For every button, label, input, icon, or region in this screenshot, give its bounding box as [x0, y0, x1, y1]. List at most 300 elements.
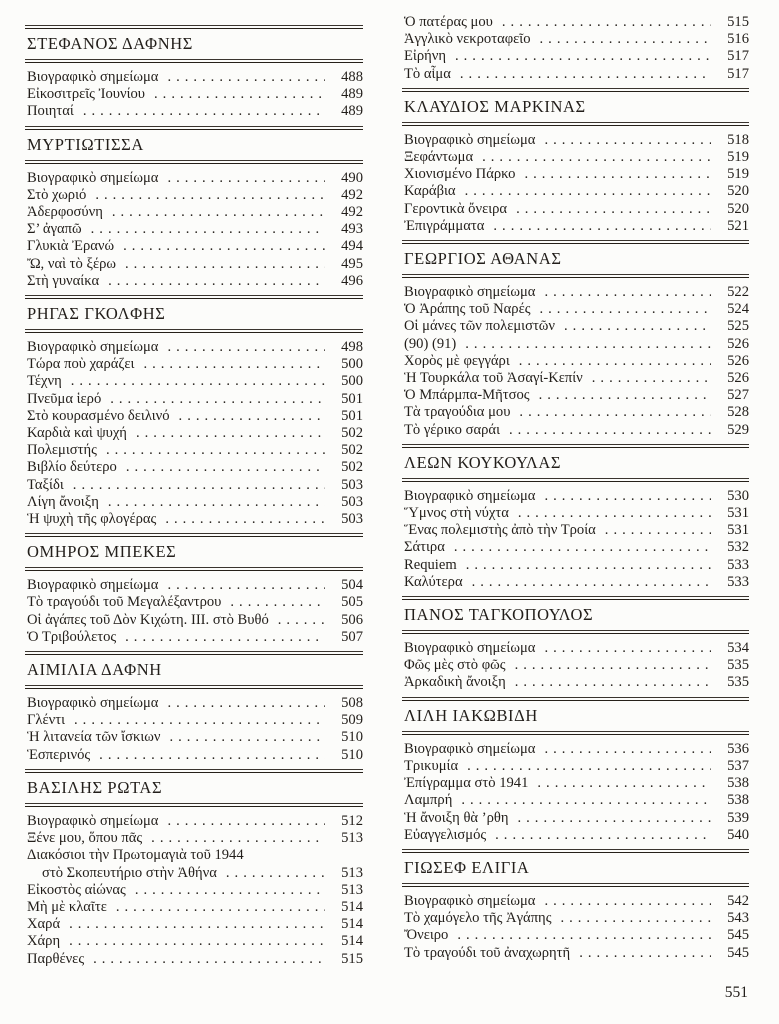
dot-leader [509, 422, 711, 439]
section-rule-bottom [25, 685, 363, 689]
entry-page-number: 532 [727, 539, 749, 556]
dot-leader [460, 66, 711, 83]
section-entry-list [25, 695, 363, 764]
section-rule-bottom [402, 478, 749, 482]
toc-section [402, 444, 749, 591]
toc-entry [25, 511, 363, 528]
entry-page-number: 503 [341, 476, 363, 493]
entry-title: Ἀγγλικὸ νεκροταφεῖο [404, 31, 531, 48]
dot-leader [455, 48, 711, 65]
entry-title: Καλύτερα [404, 573, 463, 590]
dot-leader [95, 187, 325, 204]
entry-title: Σ’ ἀγαπῶ [27, 221, 82, 238]
entry-page-number: 545 [727, 927, 749, 944]
entry-title: Χάρη [27, 933, 61, 950]
dot-leader [466, 557, 711, 574]
dot-leader [544, 488, 711, 505]
entry-page-number: 492 [341, 204, 363, 221]
toc-entry [402, 522, 749, 539]
toc-entry [25, 747, 363, 764]
entry-title: Ἡ λιτανεία τῶν ἴσκιων [27, 729, 161, 746]
entry-page-number: 515 [341, 950, 363, 967]
entry-title: Ἡ ἄνοιξη θὰ ’ρθη [404, 809, 509, 826]
toc-entry [402, 404, 749, 421]
entry-page-number: 510 [341, 746, 363, 763]
entry-title: Τὸ αἷμα [404, 65, 451, 82]
entry-page-number: 509 [341, 712, 363, 729]
entry-page-number: 500 [341, 356, 363, 373]
dot-leader [461, 792, 711, 809]
section-entry-list [402, 14, 749, 83]
dot-leader [126, 459, 325, 476]
entry-page-number: 542 [727, 892, 749, 909]
toc-entry [402, 792, 749, 809]
toc-entry [402, 218, 749, 235]
toc-entry [402, 166, 749, 183]
toc-entry [25, 187, 363, 204]
entry-title: Τέχνη [27, 373, 62, 390]
entry-title: Ὁ Μπάρμπα-Μῆτσος [404, 387, 530, 404]
dot-leader [560, 910, 711, 927]
toc-entry [25, 391, 363, 408]
toc-entry [25, 103, 363, 120]
entry-title: Βιβλίο δεύτερο [27, 459, 117, 476]
entry-page-number: 525 [727, 318, 749, 335]
section-rule-bottom [25, 329, 363, 333]
entry-page-number: 510 [341, 729, 363, 746]
page-number: 551 [724, 984, 748, 1001]
entry-page-number: 520 [727, 200, 749, 217]
toc-entry [25, 494, 363, 511]
entry-title: Γλυκιὰ Ἐρανώ [27, 238, 115, 255]
entry-page-number: 501 [341, 390, 363, 407]
entry-page-number: 488 [341, 69, 363, 85]
entry-title: Τὸ τραγούδι τοῦ Μεγαλέξαντρου [27, 594, 222, 611]
dot-leader [539, 387, 711, 404]
entry-page-number: 513 [341, 881, 363, 898]
toc-entry [402, 657, 749, 674]
toc-section [402, 14, 749, 83]
section-entry-list [25, 577, 363, 646]
toc-column-left [25, 8, 363, 973]
dot-leader [69, 933, 325, 950]
section-rule-bottom [402, 731, 749, 735]
entry-title: Πνεῦμα ἱερό [27, 390, 102, 407]
section-entry-list [402, 741, 749, 844]
section-entry-list [402, 488, 749, 591]
section-rule-bottom [402, 122, 749, 126]
dot-leader [537, 775, 711, 792]
toc-section [402, 88, 749, 235]
dot-leader [516, 201, 711, 218]
entry-page-number: 519 [727, 149, 749, 166]
entry-title: Πολεμιστής [27, 442, 97, 459]
dot-leader [519, 404, 711, 421]
entry-page-number: 502 [341, 425, 363, 442]
entry-page-number: 504 [341, 577, 363, 594]
entry-title: Τὸ χαμόγελο τῆς Ἀγάπης [404, 910, 552, 927]
entry-page-number: 513 [341, 864, 363, 881]
entry-title: Λαμπρή [404, 792, 453, 809]
dot-leader [91, 221, 325, 238]
toc-section [402, 849, 749, 962]
entry-page-number: 533 [727, 556, 749, 573]
entry-title: Μὴ μὲ κλαῖτε [27, 898, 107, 915]
entry-title: Βιογραφικὸ σημείωμα [404, 131, 536, 148]
entry-title: Ὤ, ναὶ τὸ ξέρω [27, 255, 117, 272]
section-entry-list [25, 69, 363, 121]
entry-page-number: 519 [727, 166, 749, 183]
dot-leader [167, 695, 325, 712]
entry-page-number: 502 [341, 459, 363, 476]
dot-leader [465, 336, 711, 353]
toc-entry [402, 574, 749, 591]
toc-entry [25, 847, 363, 864]
entry-title: Βιογραφικὸ σημείωμα [404, 487, 536, 504]
entry-page-number: 534 [727, 640, 749, 657]
toc-section [25, 651, 363, 764]
section-header: ΛΙΛΗ ΙΑΚΩΒΙΔΗ [404, 705, 538, 725]
entry-title: Γεροντικὰ ὄνειρα [404, 200, 508, 217]
toc-entry [402, 775, 749, 792]
toc-entry [25, 204, 363, 221]
toc-entry [25, 629, 363, 646]
entry-title: Τώρα ποὺ χαράζει [27, 356, 135, 373]
toc-entry [402, 505, 749, 522]
entry-title: Ταξίδι [27, 476, 64, 493]
entry-page-number: 501 [341, 407, 363, 424]
dot-leader [135, 882, 325, 899]
entry-title: Τρικυμία [404, 757, 459, 774]
toc-entry [402, 284, 749, 301]
entry-title: Καρδιὰ καὶ ψυχή [27, 425, 127, 442]
section-header: ΜΥΡΤΙΩΤΙΣΣΑ [27, 134, 144, 154]
entry-page-number: 505 [341, 594, 363, 611]
entry-title: Τὰ τραγούδια μου [404, 404, 511, 421]
entry-title: Ἡ Τουρκάλα τοῦ Ἀσαγί-Κεπίν [404, 370, 583, 387]
toc-entry [402, 927, 749, 944]
entry-title: Τὸ τραγούδι τοῦ ἀναχωρητῆ [404, 944, 571, 961]
section-entry-list [402, 132, 749, 235]
entry-title: Στὴ γυναίκα [27, 272, 100, 289]
dot-leader [169, 729, 325, 746]
toc-entry [402, 557, 749, 574]
toc-entry [402, 318, 749, 335]
toc-entry [402, 893, 749, 910]
section-rule-bottom [402, 883, 749, 887]
toc-section [25, 25, 363, 121]
entry-title: Ὄνειρο [404, 927, 449, 944]
section-header: ΟΜΗΡΟΣ ΜΠΕΚΕΣ [27, 542, 177, 562]
entry-title: Εἰρήνη [404, 48, 446, 65]
dot-leader [167, 339, 325, 356]
dot-leader [136, 425, 325, 442]
entry-title: Βιογραφικὸ σημείωμα [27, 169, 159, 186]
entry-title: Χαρά [27, 916, 61, 933]
entry-title: Οἱ ἀγάπες τοῦ Δὸν Κιχώτη. ΙΙΙ. στὸ Βυθό [27, 611, 269, 628]
toc-entry [25, 899, 363, 916]
toc-entry [25, 69, 363, 86]
toc-entry [402, 910, 749, 927]
dot-leader [544, 132, 711, 149]
entry-title: (90) (91) [404, 335, 457, 352]
section-header: ΒΑΣΙΛΗΣ ΡΩΤΑΣ [27, 777, 163, 797]
toc-entry [402, 674, 749, 691]
entry-page-number: 492 [341, 186, 363, 203]
entry-page-number: 520 [727, 183, 749, 200]
dot-leader [544, 741, 711, 758]
toc-entry [25, 951, 363, 968]
toc-section [402, 697, 749, 844]
toc-entry [25, 425, 363, 442]
section-rule-bottom [25, 160, 363, 164]
toc-entry [25, 916, 363, 933]
section-header: ΓΕΩΡΓΙΟΣ ΑΘΑΝΑΣ [404, 249, 562, 269]
entry-page-number: 495 [341, 255, 363, 272]
toc-section [25, 126, 363, 290]
dot-leader [544, 640, 711, 657]
entry-title: Ἡ ψυχὴ τῆς φλογέρας [27, 511, 157, 528]
entry-page-number: 515 [727, 14, 749, 30]
entry-page-number: 517 [727, 48, 749, 65]
toc-entry [25, 408, 363, 425]
entry-title: Λίγη ἄνοιξη [27, 493, 99, 510]
dot-leader [167, 577, 325, 594]
dot-leader [544, 284, 711, 301]
dot-leader [592, 370, 711, 387]
toc-entry [402, 945, 749, 962]
dot-leader [125, 629, 325, 646]
entry-title: Φῶς μὲς στὸ φῶς [404, 657, 506, 674]
toc-entry [25, 882, 363, 899]
dot-leader [564, 318, 711, 335]
toc-entry [25, 729, 363, 746]
dot-leader [143, 356, 325, 373]
entry-title: Ποιηταί [27, 103, 74, 120]
toc-entry [402, 201, 749, 218]
toc-entry [402, 758, 749, 775]
toc-entry [25, 373, 363, 390]
entry-page-number: 531 [727, 522, 749, 539]
entry-page-number: 526 [727, 370, 749, 387]
entry-page-number: 489 [341, 103, 363, 120]
section-header: ΚΛΑΥΔΙΟΣ ΜΑΡΚΙΝΑΣ [404, 96, 586, 116]
toc-entry [25, 256, 363, 273]
toc-section [402, 240, 749, 439]
section-entry-list [402, 893, 749, 962]
entry-page-number: 518 [727, 131, 749, 148]
entry-page-number: 545 [727, 944, 749, 961]
dot-leader [71, 373, 325, 390]
entry-title: Διακόσιοι τὴν Πρωτομαγιὰ τοῦ 1944 [27, 847, 244, 864]
entry-page-number: 502 [341, 442, 363, 459]
dot-leader [99, 747, 325, 764]
entry-page-number: 536 [727, 740, 749, 757]
entry-page-number: 512 [341, 812, 363, 829]
toc-entry [25, 865, 363, 882]
toc-entry [402, 810, 749, 827]
section-header: ΛΕΩΝ ΚΟΥΚΟΥΛΑΣ [404, 452, 562, 472]
dot-leader [167, 69, 325, 86]
toc-entry [25, 459, 363, 476]
entry-title: Γλέντι [27, 712, 66, 729]
dot-leader [179, 408, 325, 425]
entry-page-number: 506 [341, 611, 363, 628]
entry-title: Εἰκοστὸς αἰώνας [27, 881, 126, 898]
entry-title: Βιογραφικὸ σημείωμα [27, 69, 159, 85]
entry-page-number: 514 [341, 933, 363, 950]
entry-title: Βιογραφικὸ σημείωμα [404, 892, 536, 909]
dot-leader [106, 442, 325, 459]
section-entry-list [25, 339, 363, 528]
toc-entry [25, 594, 363, 611]
toc-column-right [402, 8, 749, 973]
dot-leader [165, 511, 325, 528]
dot-leader [540, 31, 711, 48]
entry-title: Ἕνας πολεμιστὴς ἀπὸ τὴν Τροία [404, 522, 596, 539]
toc-entry [402, 66, 749, 83]
toc-entry [402, 387, 749, 404]
section-rule-bottom [25, 567, 363, 571]
entry-page-number: 498 [341, 339, 363, 356]
entry-title: Βιογραφικὸ σημείωμα [404, 284, 536, 301]
toc-entry [402, 183, 749, 200]
entry-page-number: 539 [727, 809, 749, 826]
dot-leader [502, 14, 711, 31]
entry-page-number: 529 [727, 421, 749, 438]
toc-entry [402, 640, 749, 657]
toc-entry [402, 14, 749, 31]
dot-leader [544, 893, 711, 910]
entry-title: Εἰκοσιτρεῖς Ἰουνίου [27, 86, 146, 103]
entry-page-number: 489 [341, 86, 363, 103]
entry-title: Σάτιρα [404, 539, 445, 556]
entry-page-number: 514 [341, 916, 363, 933]
entry-page-number: 516 [727, 31, 749, 48]
entry-page-number: 490 [341, 169, 363, 186]
section-header: ΡΗΓΑΣ ΓΚΟΛΦΗΣ [27, 304, 166, 324]
entry-page-number: 517 [727, 65, 749, 82]
toc-entry [25, 933, 363, 950]
dot-leader [278, 612, 325, 629]
dot-leader [465, 183, 711, 200]
entry-page-number: 535 [727, 657, 749, 674]
dot-leader [515, 674, 711, 691]
toc-entry [25, 170, 363, 187]
toc-entry [402, 741, 749, 758]
entry-page-number: 537 [727, 757, 749, 774]
entry-page-number: 514 [341, 898, 363, 915]
toc-entry [25, 442, 363, 459]
entry-title: Στὸ χωριό [27, 186, 87, 203]
dot-leader [540, 301, 712, 318]
dot-leader [518, 810, 712, 827]
toc-entry [402, 488, 749, 505]
entry-page-number: 522 [727, 284, 749, 301]
entry-page-number: 543 [727, 910, 749, 927]
entry-page-number: 521 [727, 217, 749, 234]
dot-leader [110, 391, 325, 408]
dot-leader [112, 204, 325, 221]
toc-entry [25, 86, 363, 103]
section-header: ΓΙΩΣΕΦ ΕΛΙΓΙΑ [404, 857, 530, 877]
entry-page-number: 533 [727, 573, 749, 590]
entry-page-number: 496 [341, 272, 363, 289]
toc-entry [402, 132, 749, 149]
entry-page-number: 524 [727, 301, 749, 318]
entry-title: Παρθένες [27, 950, 85, 967]
entry-page-number: 526 [727, 335, 749, 352]
toc-entry [25, 813, 363, 830]
toc-entry [25, 339, 363, 356]
toc-entry [25, 238, 363, 255]
toc-entry [402, 48, 749, 65]
toc-entry [25, 712, 363, 729]
dot-leader [467, 758, 711, 775]
toc-entry [25, 830, 363, 847]
entry-title: Βιογραφικὸ σημείωμα [27, 695, 159, 712]
dot-leader [167, 813, 325, 830]
entry-title: Ὁ Τριβούλετος [27, 628, 117, 645]
entry-title: Βιογραφικὸ σημείωμα [404, 640, 536, 657]
toc-entry [402, 539, 749, 556]
section-entry-list [402, 640, 749, 692]
dot-leader [116, 899, 325, 916]
section-entry-list [402, 284, 749, 439]
dot-leader [495, 827, 711, 844]
toc-entry [402, 422, 749, 439]
toc-entry [25, 612, 363, 629]
toc-entry [25, 356, 363, 373]
entry-page-number: 535 [727, 674, 749, 691]
section-rule-bottom [25, 59, 363, 63]
toc-section [25, 533, 363, 646]
section-rule-bottom [402, 630, 749, 634]
entry-title: Βιογραφικὸ σημείωμα [404, 740, 536, 757]
section-entry-list [25, 813, 363, 968]
dot-leader [605, 522, 711, 539]
entry-title: Βιογραφικὸ σημείωμα [27, 577, 159, 594]
section-header: ΑΙΜΙΛΙΑ ΔΑΦΝΗ [27, 660, 162, 680]
dot-leader [154, 86, 325, 103]
toc-entry [402, 827, 749, 844]
entry-title: Ἐπιγράμματα [404, 217, 485, 234]
dot-leader [93, 951, 325, 968]
entry-page-number: 507 [341, 628, 363, 645]
section-rule-bottom [402, 274, 749, 278]
dot-leader [457, 927, 711, 944]
entry-title: Τὸ γέρικο σαράι [404, 421, 500, 438]
entry-title: Εὐαγγελισμός [404, 826, 487, 843]
dot-leader [108, 273, 325, 290]
entry-title: Στὸ κουρασμένο δειλινό [27, 407, 170, 424]
dot-leader [482, 149, 711, 166]
dot-leader [493, 218, 711, 235]
entry-page-number: 538 [727, 775, 749, 792]
entry-title: Ὁ πατέρας μου [404, 14, 493, 30]
toc-entry [402, 31, 749, 48]
entry-page-number: 528 [727, 404, 749, 421]
entry-title: Χορὸς μὲ φεγγάρι [404, 352, 510, 369]
entry-title: Ὁ Ἀράπης τοῦ Ναρές [404, 301, 531, 318]
entry-title: Καράβια [404, 183, 456, 200]
toc-section [25, 295, 363, 528]
entry-page-number: 513 [341, 830, 363, 847]
dot-leader [518, 505, 711, 522]
toc-entry [402, 301, 749, 318]
entry-page-number: 494 [341, 238, 363, 255]
entry-title-continuation: στὸ Σκοπευτήριο στὴν Ἀθήνα [42, 864, 217, 881]
